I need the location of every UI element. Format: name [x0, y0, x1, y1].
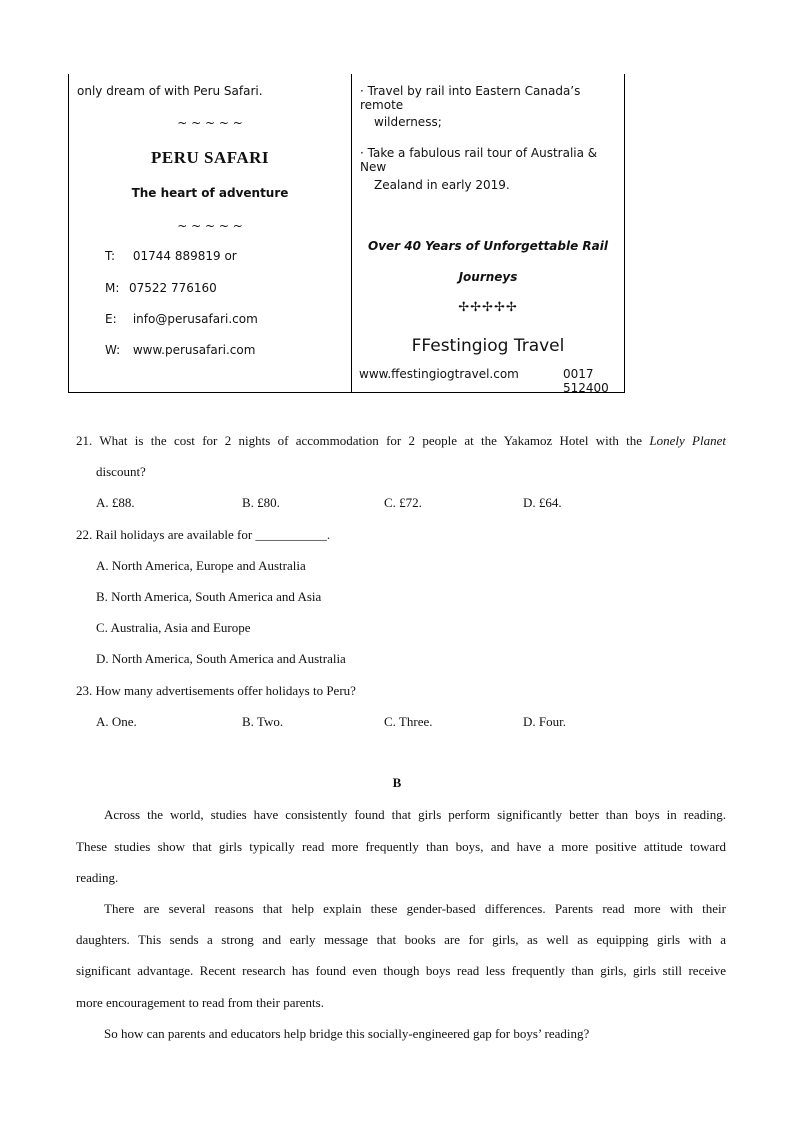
passage-line: significant advantage. Recent research has found even though boys read less frequently than girls, girls still receive [76, 963, 726, 978]
option-a[interactable]: A. One. [96, 714, 137, 729]
ad-brand-name: FFestingiog Travel [411, 336, 565, 356]
option-d[interactable]: D. North America, South America and Australia [96, 651, 346, 666]
ad-bullet-text: · Travel by rail into Eastern Canada’s remote [360, 84, 581, 112]
ad-slogan: Journeys [458, 270, 518, 284]
option-c[interactable]: C. Three. [384, 714, 433, 729]
ad-title: PERU SAFARI [150, 148, 270, 167]
star-ornament-icon: ✢✢✢✢✢ [458, 300, 518, 315]
question-23: 23. How many advertisements offer holidays to Peru? [76, 683, 356, 698]
question-text: 21. What is the cost for 2 nights of accommodation for 2 people at the Yakamoz Hotel with the [76, 433, 650, 448]
option-b[interactable]: B. North America, South America and Asia [96, 589, 322, 604]
contact-value: info@perusafari.com [132, 312, 258, 326]
option-d[interactable]: D. £64. [523, 495, 562, 510]
tilde-divider: ~ ~ ~ ~ ~ [177, 116, 243, 130]
passage-line: reading. [76, 870, 119, 885]
question-21 [76, 433, 726, 449]
option-b[interactable]: B. £80. [242, 495, 280, 510]
ad-subtitle: The heart of adventure [131, 186, 289, 200]
option-d[interactable]: D. Four. [523, 714, 566, 729]
ad-phone: 0017 512400 [563, 367, 609, 395]
contact-key: W: [105, 343, 121, 357]
passage-line: daughters. This sends a strong and early message that books are for girls, as well as equipping girls with a [76, 932, 726, 947]
contact-key: M: [105, 281, 120, 295]
contact-mobile [105, 281, 217, 295]
option-c[interactable]: C. £72. [384, 495, 422, 510]
contact-key: T: [105, 249, 116, 263]
ad-bullet-text: wilderness; [374, 115, 442, 129]
passage-line: These studies show that girls typically read more frequently than boys, and have a more positive attitude toward [76, 839, 726, 854]
ad-slogan: Over 40 Years of Unforgettable Rail [368, 239, 608, 253]
contact-email [105, 312, 258, 326]
contact-value: www.perusafari.com [132, 343, 256, 357]
ad-bullet-text: · Take a fabulous rail tour of Australia & New [360, 146, 598, 174]
passage-line: There are several reasons that help explain these gender-based differences. Parents read more with their [104, 901, 726, 916]
option-c[interactable]: C. Australia, Asia and Europe [96, 620, 251, 635]
contact-website [105, 343, 255, 357]
contact-value: 01744 889819 or [132, 249, 237, 263]
option-a[interactable]: A. £88. [96, 495, 135, 510]
option-a[interactable]: A. North America, Europe and Australia [96, 558, 306, 573]
passage-line: So how can parents and educators help bridge this socially-engineered gap for boys’ reading? [104, 1026, 590, 1041]
option-b[interactable]: B. Two. [242, 714, 284, 729]
passage-line: Across the world, studies have consistently found that girls perform significantly better than boys in reading. [104, 807, 726, 822]
rail-travel-ad [352, 74, 624, 395]
ad-website: www.ffestingiogtravel.com [359, 367, 519, 381]
question-text-continued: discount? [96, 464, 146, 479]
contact-phone [105, 249, 237, 263]
advertisement-box [68, 74, 625, 393]
question-italic-text: Lonely Planet [649, 433, 726, 448]
peru-safari-ad [69, 74, 351, 392]
contact-value: 07522 776160 [129, 281, 217, 295]
section-heading: B [392, 775, 402, 790]
ad-intro-text: only dream of with Peru Safari. [77, 84, 263, 98]
ad-bullet-text: Zealand in early 2019. [374, 178, 510, 192]
passage-line: more encouragement to read from their parents. [76, 995, 324, 1010]
contact-key: E: [105, 312, 117, 326]
question-22: 22. Rail holidays are available for ___________. [76, 527, 331, 542]
tilde-divider: ~ ~ ~ ~ ~ [177, 219, 243, 233]
